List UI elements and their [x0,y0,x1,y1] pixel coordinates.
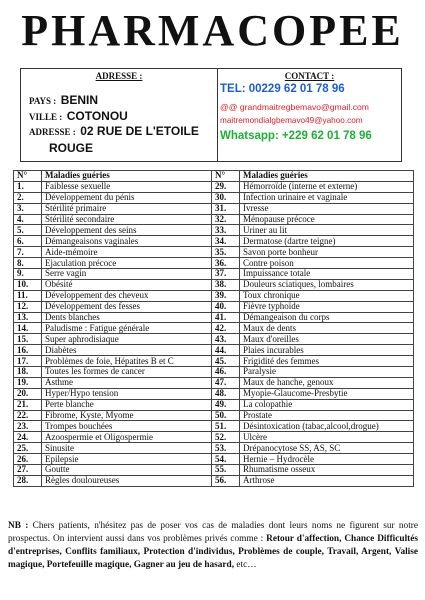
disease-number: 52. [212,432,240,443]
disease-number: 4. [14,214,42,225]
disease-name: Hernie – Hydrocèle [240,454,414,465]
disease-name: Drépanocytose SS, AS, SC [240,443,414,454]
disease-number: 33. [212,225,240,236]
disease-name: Prostate [240,410,414,421]
disease-name: Démangeaison du corps [240,312,414,323]
disease-name: La colopathie [240,399,414,410]
table-row [14,399,414,410]
disease-name: Développement des fesses [42,301,212,312]
disease-name: Toux chronique [240,290,414,301]
disease-name: Dermatose (dartre teigne) [240,236,414,247]
disease-number: 51. [212,421,240,432]
email-gmail[interactable]: @@ grandmaitregbemavo@gmail.com [220,102,369,112]
disease-number: 1. [14,181,42,192]
nb-paragraph [8,520,418,572]
disease-name: Contre poison [240,258,414,269]
disease-name: Azoospermie et Oligospermie [42,432,212,443]
disease-name: Serre vagin [42,269,212,280]
table-row [14,432,414,443]
table-row [14,269,414,280]
table-row [14,367,414,378]
table-row [14,192,414,203]
table-row [14,454,414,465]
table-row [14,279,414,290]
table-row [14,225,414,236]
disease-name: Asthme [42,377,212,388]
disease-name: Maux de hanche, genoux [240,377,414,388]
disease-name: Règles douloureuses [42,475,212,486]
table-row [14,301,414,312]
disease-number: 35. [212,247,240,258]
disease-number: 49. [212,399,240,410]
disease-number: 29. [212,181,240,192]
table-row [14,465,414,476]
disease-number: 3. [14,203,42,214]
disease-name: Sinusite [42,443,212,454]
disease-number: 20. [14,388,42,399]
disease-number: 10. [14,279,42,290]
table-row [14,312,414,323]
table-row [14,323,414,334]
header-number-left: N° [14,171,42,182]
table-row [14,181,414,192]
disease-name: Faiblesse sexuelle [42,181,212,192]
country-value: BENIN [60,93,99,107]
disease-number: 14. [14,323,42,334]
phone-number[interactable]: TEL: 00229 62 01 78 96 [220,83,345,95]
disease-number: 19. [14,377,42,388]
disease-name: Perte blanche [42,399,212,410]
table-row [14,290,414,301]
nb-text: Chers patients, n'hésitez pas de poser vos cas de maladies dont leurs noms ne figurent sur notre prospectus. On intervient aussi dans vos problèmes privés comme : [8,521,418,544]
disease-name: Problèmes de foie, Hépatites B et C [42,356,212,367]
page-title: PHARMACOPEE [21,6,404,55]
disease-number: 34. [212,236,240,247]
table-row [14,410,414,421]
disease-number: 6. [14,236,42,247]
disease-number: 25. [14,443,42,454]
disease-name: Désintoxication (tabac,alcool,drogue) [240,421,414,432]
disease-number: 17. [14,356,42,367]
disease-number: 7. [14,247,42,258]
nb-tail: etc… [234,560,257,570]
disease-name: Plaies incurables [240,345,414,356]
disease-name: Trompes bouchées [42,421,212,432]
disease-name: Ulcère [240,432,414,443]
disease-name: Impuissance totale [240,269,414,280]
disease-number: 56. [212,475,240,486]
disease-name: Infection urinaire et vaginale [240,192,414,203]
disease-name: Arthrose [240,475,414,486]
street-value-2: ROUGE [49,141,94,155]
disease-name: Maux d'oreilles [240,334,414,345]
disease-number: 26. [14,454,42,465]
address-header: ADRESSE : [95,71,143,81]
disease-name: Fièvre typhoïde [240,301,414,312]
disease-number: 43. [212,334,240,345]
disease-number: 45. [212,356,240,367]
disease-number: 40. [212,301,240,312]
disease-number: 23. [14,421,42,432]
disease-number: 22. [14,410,42,421]
contact-section [218,69,401,161]
table-row [14,247,414,258]
disease-name: Fibrome, Kyste, Myome [42,410,212,421]
disease-number: 9. [14,269,42,280]
nb-bold-text: Retour d'affection, Chance Difficultés d'entreprises, Conflits familiaux, Protection d'individus, Problèmes de couple, Travail, Argent, Valise magique, Portefeuille magique, Gagner au jeu de hasard, [8,534,418,570]
nb-label: NB : [8,521,29,531]
disease-number: 11. [14,290,42,301]
disease-number: 5. [14,225,42,236]
table-row [14,334,414,345]
header-diseases-right: Maladies guéries [240,171,414,182]
disease-name: Douleurs sciatiques, lombaires [240,279,414,290]
street-line-2 [49,139,93,157]
disease-number: 24. [14,432,42,443]
disease-number: 36. [212,258,240,269]
disease-name: Dents blanches [42,312,212,323]
disease-name: Paralysie [240,367,414,378]
disease-number: 54. [212,454,240,465]
whatsapp-number[interactable]: Whatsapp: +229 62 01 78 96 [220,130,372,142]
disease-name: Développement des cheveux [42,290,212,301]
disease-number: 2. [14,192,42,203]
disease-number: 46. [212,367,240,378]
table-row [14,345,414,356]
disease-name: Démangeaisons vaginales [42,236,212,247]
disease-number: 47. [212,377,240,388]
disease-number: 53. [212,443,240,454]
disease-name: Stérilité primaire [42,203,212,214]
country-label: PAYS : [29,96,57,106]
header-number-right: N° [212,171,240,182]
disease-number: 42. [212,323,240,334]
disease-name: Uriner au lit [240,225,414,236]
table-row [14,236,414,247]
disease-name: Ménopause précoce [240,214,414,225]
disease-number: 18. [14,367,42,378]
table-row [14,258,414,269]
street-value: 02 RUE DE L'ETOILE [80,124,199,138]
disease-name: Toutes les formes de cancer [42,367,212,378]
address-contact-box [20,68,402,162]
disease-number: 30. [212,192,240,203]
disease-name: Rhumatisme osseux [240,465,414,476]
disease-name: Myopie-Glaucome-Presbytie [240,388,414,399]
disease-number: 21. [14,399,42,410]
disease-number: 12. [14,301,42,312]
city-label: VILLE : [29,112,63,122]
disease-name: Ivresse [240,203,414,214]
disease-name: Développement des seins [42,225,212,236]
disease-number: 55. [212,465,240,476]
table-header-row [14,171,414,182]
disease-name: Obésité [42,279,212,290]
street-line [29,122,199,140]
disease-name: Développement du pénis [42,192,212,203]
disease-name: Aide-mémoire [42,247,212,258]
disease-number: 32. [212,214,240,225]
disease-number: 44. [212,345,240,356]
disease-name: Super aphrodisiaque [42,334,212,345]
address-section [21,69,218,161]
disease-number: 15. [14,334,42,345]
table-row [14,377,414,388]
disease-number: 41. [212,312,240,323]
disease-number: 48. [212,388,240,399]
table-row [14,356,414,367]
disease-name: Diabètes [42,345,212,356]
contact-header: CONTACT : [284,71,335,81]
disease-number: 50. [212,410,240,421]
disease-number: 27. [14,465,42,476]
disease-name: Maux de dents [240,323,414,334]
disease-name: Frigidité des femmes [240,356,414,367]
disease-name: Savon porte bonheur [240,247,414,258]
street-label: ADRESSE : [29,127,76,137]
disease-name: Paludisme : Fatigue générale [42,323,212,334]
disease-number: 16. [14,345,42,356]
table-row [14,214,414,225]
disease-number: 31. [212,203,240,214]
disease-number: 13. [14,312,42,323]
diseases-table [13,170,414,487]
disease-number: 8. [14,258,42,269]
table-row [14,421,414,432]
disease-number: 39. [212,290,240,301]
disease-name: Ejaculation précoce [42,258,212,269]
header-diseases-left: Maladies guéries [42,171,212,182]
table-row [14,443,414,454]
disease-number: 37. [212,269,240,280]
disease-name: Goutte [42,465,212,476]
disease-name: Hyper/Hypo tension [42,388,212,399]
email-yahoo[interactable]: maitremondialgbemavo49@yahoo.com [220,116,363,125]
disease-name: Epilepsie [42,454,212,465]
disease-number: 28. [14,475,42,486]
disease-name: Hémorroïde (interne et externe) [240,181,414,192]
disease-name: Stérilité secondaire [42,214,212,225]
table-row [14,388,414,399]
table-row [14,203,414,214]
city-value: COTONOU [66,109,128,123]
disease-number: 38. [212,279,240,290]
table-row [14,475,414,486]
